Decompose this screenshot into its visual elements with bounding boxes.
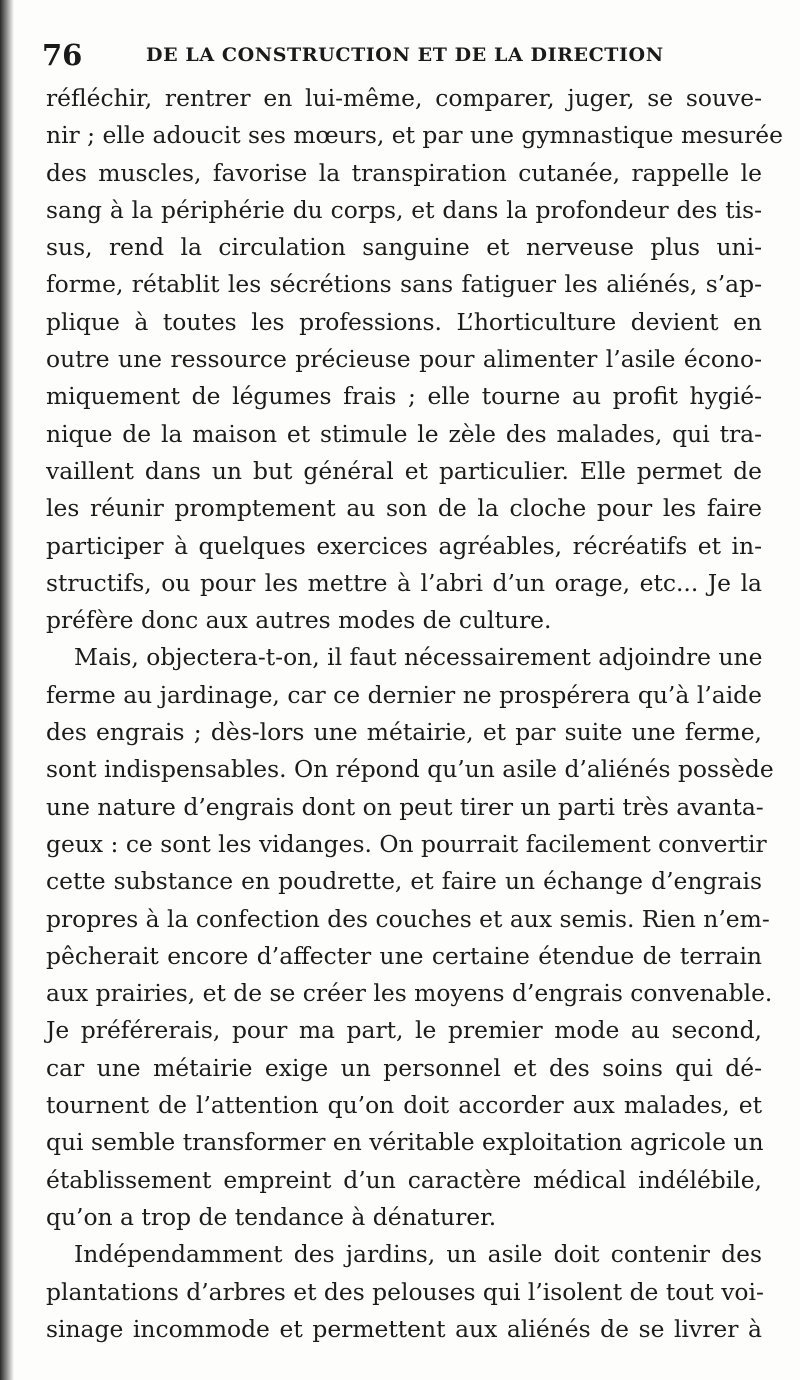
text-line: sang à la périphérie du corps, et dans la profondeur des tis-	[46, 195, 762, 224]
text-line: outre une ressource précieuse pour alimenter l’asile écono-	[46, 345, 762, 374]
text-line: Mais, objectera-t-on, il faut nécessairement adjoindre une	[74, 643, 763, 672]
text-line: sus, rend la circulation sanguine et nerveuse plus uni-	[46, 233, 762, 262]
text-line: établissement empreint d’un caractère médical indélébile,	[46, 1165, 762, 1194]
running-head: DE LA CONSTRUCTION ET DE LA DIRECTION	[146, 44, 664, 66]
text-line: nique de la maison et stimule le zèle des malades, qui tra-	[46, 419, 762, 448]
text-line: forme, rétablit les sécrétions sans fatiguer les aliénés, s’ap-	[46, 270, 762, 299]
text-line: plique à toutes les professions. L’horticulture devient en	[46, 307, 762, 336]
text-line: miquement de légumes frais ; elle tourne au profit hygié-	[46, 382, 762, 411]
text-line: Indépendamment des jardins, un asile doit contenir des	[74, 1240, 762, 1269]
text-line: une nature d’engrais dont on peut tirer un parti très avanta-	[46, 792, 764, 821]
text-line: Je préférerais, pour ma part, le premier mode au second,	[46, 1016, 762, 1045]
text-line: des engrais ; dès-lors une métairie, et par suite une ferme,	[46, 718, 762, 747]
text-line: propres à la confection des couches et aux semis. Rien n’em-	[46, 904, 770, 933]
text-line: cette substance en poudrette, et faire un échange d’engrais	[46, 867, 762, 896]
text-line: pêcherait encore d’affecter une certaine étendue de terrain	[46, 941, 762, 970]
page-header	[42, 38, 782, 78]
text-line: aux prairies, et de se créer les moyens d’engrais convenable.	[46, 979, 773, 1008]
text-line: qu’on a trop de tendance à dénaturer.	[46, 1202, 497, 1231]
text-line: vaillent dans un but général et particulier. Elle permet de	[46, 456, 762, 485]
text-line: les réunir promptement au son de la cloche pour les faire	[46, 494, 762, 523]
text-line: plantations d’arbres et des pelouses qui l’isolent de tout voi-	[46, 1277, 764, 1306]
text-line: sont indispensables. On répond qu’un asile d’aliénés possède	[46, 755, 774, 784]
text-line: réfléchir, rentrer en lui-même, comparer, juger, se souve-	[46, 84, 762, 112]
text-line: des muscles, favorise la transpiration cutanée, rappelle le	[46, 158, 762, 187]
text-line: nir ; elle adoucit ses mœurs, et par une gymnastique mesurée	[46, 121, 783, 150]
text-line: tournent de l’attention qu’on doit accorder aux malades, et	[46, 1091, 762, 1120]
page-number: 76	[42, 38, 83, 72]
page-gutter-shadow	[0, 0, 14, 1380]
text-line: qui semble transformer en véritable exploitation agricole un	[46, 1128, 764, 1157]
body-text	[46, 80, 783, 1348]
text-line: car une métairie exige un personnel et des soins qui dé-	[46, 1053, 762, 1082]
text-line: geux : ce sont les vidanges. On pourrait facilement convertir	[46, 829, 767, 858]
text-line: sinage incommode et permettent aux aliénés de se livrer à	[46, 1314, 762, 1343]
text-line: structifs, ou pour les mettre à l’abri d’un orage, etc... Je la	[46, 568, 762, 597]
text-line: participer à quelques exercices agréables, récréatifs et in-	[46, 531, 762, 560]
text-line: ferme au jardinage, car ce dernier ne prospérera qu’à l’aide	[46, 680, 762, 709]
text-line: préfère donc aux autres modes de culture.	[46, 606, 552, 635]
